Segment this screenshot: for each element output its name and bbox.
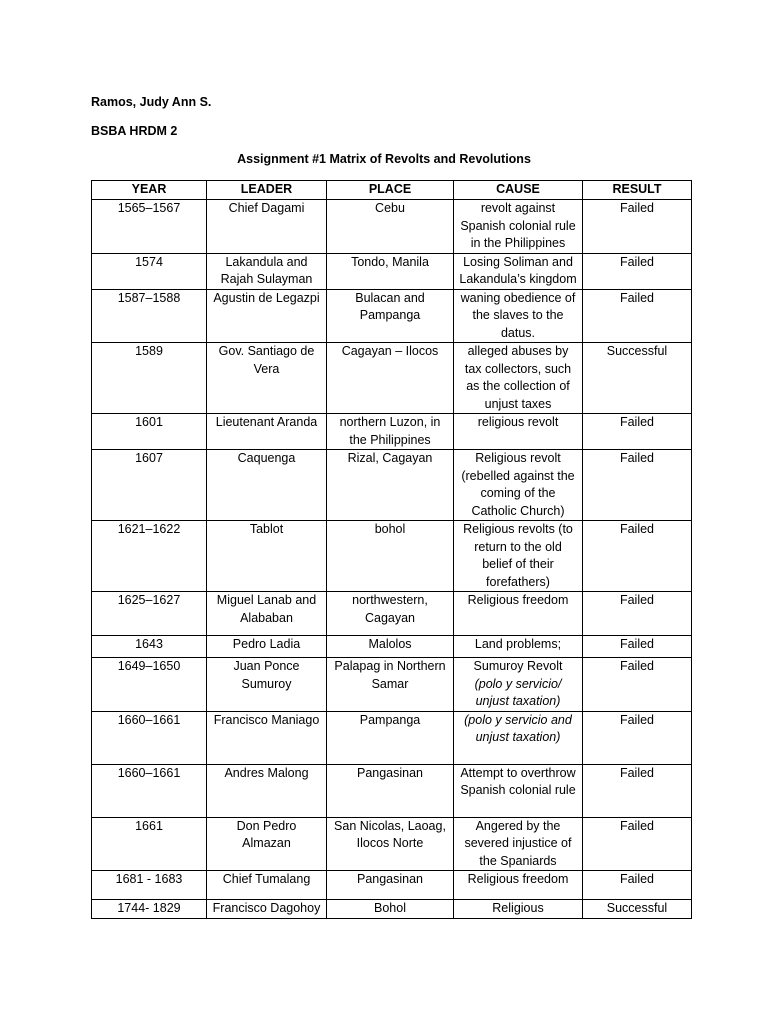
year-cell: 1643 — [92, 636, 207, 658]
cause-cell: alleged abuses by tax collectors, such as the collection of unjust taxes — [454, 343, 583, 414]
table-row — [92, 636, 692, 658]
cause-cell: waning obedience of the slaves to the datus. — [454, 289, 583, 343]
year-cell: 1660–1661 — [92, 764, 207, 817]
cause-cell — [454, 658, 583, 712]
year-cell: 1621–1622 — [92, 521, 207, 592]
leader-cell: Lakandula and Rajah Sulayman — [207, 253, 327, 289]
year-cell: 1565–1567 — [92, 200, 207, 254]
leader-cell: Juan Ponce Sumuroy — [207, 658, 327, 712]
place-cell: Malolos — [327, 636, 454, 658]
year-cell: 1649–1650 — [92, 658, 207, 712]
cause-cell: Angered by the severed injustice of the Spaniards — [454, 817, 583, 871]
course-label: BSBA HRDM 2 — [91, 124, 178, 138]
leader-cell: Chief Dagami — [207, 200, 327, 254]
place-cell: Bulacan and Pampanga — [327, 289, 454, 343]
year-cell: 1607 — [92, 450, 207, 521]
year-cell: 1681 - 1683 — [92, 871, 207, 900]
result-cell: Successful — [583, 343, 692, 414]
year-cell: 1744- 1829 — [92, 900, 207, 919]
cause-cell: Religious revolt (rebelled against the coming of the Catholic Church) — [454, 450, 583, 521]
leader-cell: Caquenga — [207, 450, 327, 521]
table-row — [92, 343, 692, 414]
leader-cell: Chief Tumalang — [207, 871, 327, 900]
table-row — [92, 658, 692, 712]
column-header-result: RESULT — [583, 181, 692, 200]
place-cell: Pangasinan — [327, 764, 454, 817]
place-cell: Pampanga — [327, 711, 454, 764]
table-row — [92, 289, 692, 343]
column-header-leader: LEADER — [207, 181, 327, 200]
place-cell: Rizal, Cagayan — [327, 450, 454, 521]
cause-cell: revolt against Spanish colonial rule in the Philippines — [454, 200, 583, 254]
leader-cell: Don Pedro Almazan — [207, 817, 327, 871]
year-cell: 1574 — [92, 253, 207, 289]
document-title: Assignment #1 Matrix of Revolts and Revolutions — [237, 152, 531, 166]
revolts-matrix-table — [91, 180, 692, 919]
result-cell: Failed — [583, 817, 692, 871]
result-cell: Failed — [583, 521, 692, 592]
column-header-place: PLACE — [327, 181, 454, 200]
result-cell: Failed — [583, 200, 692, 254]
place-cell: bohol — [327, 521, 454, 592]
result-cell: Failed — [583, 658, 692, 712]
column-header-cause: CAUSE — [454, 181, 583, 200]
place-cell: northern Luzon, in the Philippines — [327, 414, 454, 450]
table-row — [92, 711, 692, 764]
cause-italic-text: (polo y servicio/ unjust taxation) — [474, 676, 562, 708]
table-row — [92, 521, 692, 592]
year-cell: 1587–1588 — [92, 289, 207, 343]
column-header-year: YEAR — [92, 181, 207, 200]
year-cell: 1625–1627 — [92, 592, 207, 636]
cause-cell: Religious — [454, 900, 583, 919]
leader-cell: Andres Malong — [207, 764, 327, 817]
place-cell: northwestern, Cagayan — [327, 592, 454, 636]
cause-cell: Land problems; — [454, 636, 583, 658]
table-row — [92, 764, 692, 817]
cause-cell: Attempt to overthrow Spanish colonial rule — [454, 764, 583, 817]
table-row — [92, 450, 692, 521]
table-row — [92, 200, 692, 254]
cause-cell: Losing Soliman and Lakandula’s kingdom — [454, 253, 583, 289]
year-cell: 1589 — [92, 343, 207, 414]
place-cell: Pangasinan — [327, 871, 454, 900]
table-header-row — [92, 181, 692, 200]
cause-main-text: Sumuroy Revolt — [473, 659, 563, 673]
place-cell: Palapag in Northern Samar — [327, 658, 454, 712]
leader-cell: Francisco Maniago — [207, 711, 327, 764]
leader-cell: Agustin de Legazpi — [207, 289, 327, 343]
leader-cell: Miguel Lanab and Alababan — [207, 592, 327, 636]
cause-cell: Religious revolts (to return to the old belief of their forefathers) — [454, 521, 583, 592]
result-cell: Failed — [583, 450, 692, 521]
result-cell: Failed — [583, 764, 692, 817]
place-cell: Cebu — [327, 200, 454, 254]
leader-cell: Tablot — [207, 521, 327, 592]
place-cell: Cagayan – Ilocos — [327, 343, 454, 414]
place-cell: Bohol — [327, 900, 454, 919]
place-cell: San Nicolas, Laoag, Ilocos Norte — [327, 817, 454, 871]
table-row — [92, 900, 692, 919]
table-row — [92, 414, 692, 450]
table-row — [92, 817, 692, 871]
cause-italic-text: (polo y servicio and unjust taxation) — [464, 712, 572, 744]
place-cell: Tondo, Manila — [327, 253, 454, 289]
table-row — [92, 592, 692, 636]
cause-cell: Religious freedom — [454, 871, 583, 900]
year-cell: 1601 — [92, 414, 207, 450]
result-cell: Failed — [583, 636, 692, 658]
leader-cell: Pedro Ladia — [207, 636, 327, 658]
year-cell: 1661 — [92, 817, 207, 871]
result-cell: Failed — [583, 253, 692, 289]
table-row — [92, 253, 692, 289]
cause-cell — [454, 711, 583, 764]
leader-cell: Gov. Santiago de Vera — [207, 343, 327, 414]
result-cell: Failed — [583, 289, 692, 343]
year-cell: 1660–1661 — [92, 711, 207, 764]
leader-cell: Francisco Dagohoy — [207, 900, 327, 919]
result-cell: Failed — [583, 592, 692, 636]
result-cell: Successful — [583, 900, 692, 919]
student-name: Ramos, Judy Ann S. — [91, 95, 212, 109]
table-row — [92, 871, 692, 900]
result-cell: Failed — [583, 711, 692, 764]
cause-cell: Religious freedom — [454, 592, 583, 636]
leader-cell: Lieutenant Aranda — [207, 414, 327, 450]
cause-cell: religious revolt — [454, 414, 583, 450]
result-cell: Failed — [583, 871, 692, 900]
result-cell: Failed — [583, 414, 692, 450]
